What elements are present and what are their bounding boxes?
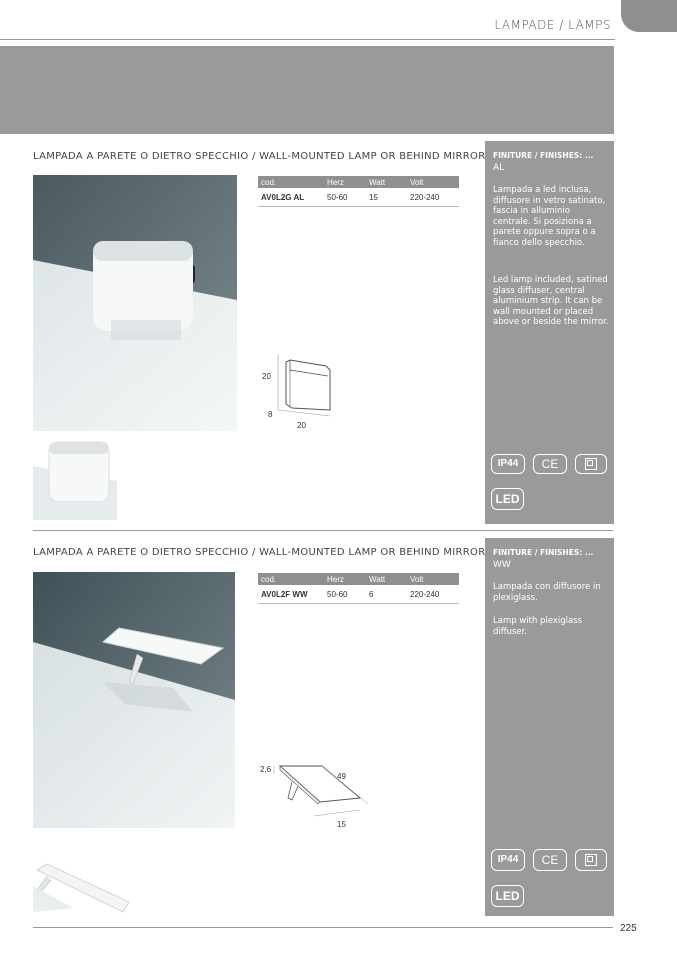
ip44-badge: IP44	[491, 849, 525, 871]
finishes-panel	[485, 538, 614, 916]
col-herz: Herz	[327, 177, 344, 187]
dim-length: 49	[337, 772, 346, 781]
cell-code: AV0L2F WW	[261, 589, 308, 599]
finish-code: WW	[493, 560, 511, 570]
section-separator	[33, 530, 613, 531]
spec-table	[258, 176, 459, 207]
gray-banner	[0, 46, 614, 134]
led-badge: LED	[491, 885, 524, 907]
description-en: Lamp with plexiglass diffuser.	[493, 616, 583, 637]
cell-watt: 6	[369, 589, 374, 599]
col-watt: Watt	[369, 177, 386, 187]
dim-thickness: 2,6	[260, 765, 272, 774]
col-herz: Herz	[327, 574, 344, 584]
ce-badge: CE	[533, 849, 567, 871]
table-row	[258, 585, 459, 604]
col-volt: Volt	[410, 177, 424, 187]
col-watt: Watt	[369, 574, 386, 584]
product-title: LAMPADA A PARETE O DIETRO SPECCHIO / WALL-MOUNTED LAMP OR BEHIND MIRROR	[33, 547, 486, 558]
cell-code: AV0L2G AL	[261, 192, 305, 202]
finishes-label: FINITURE / FINISHES: ...	[493, 151, 594, 160]
product-photo	[33, 175, 237, 431]
finishes-panel	[485, 141, 614, 524]
table-header	[258, 573, 459, 585]
dim-height: 20	[262, 372, 271, 381]
ip44-badge: IP44	[491, 454, 525, 474]
double-insulation-icon	[575, 454, 607, 474]
description-it: Lampada con diffusore in plexiglass.	[493, 582, 601, 603]
dim-depth: 8	[268, 410, 273, 419]
table-header	[258, 176, 459, 188]
finishes-label: FINITURE / FINISHES: ...	[493, 548, 594, 557]
cell-watt: 15	[369, 192, 378, 202]
col-cod: cod.	[261, 574, 277, 584]
cell-volt: 220-240	[410, 192, 440, 202]
page-number: 225	[620, 923, 637, 934]
table-row	[258, 188, 459, 207]
product-title: LAMPADA A PARETE O DIETRO SPECCHIO / WALL-MOUNTED LAMP OR BEHIND MIRROR	[33, 151, 486, 162]
dimension-drawing	[270, 350, 350, 430]
finish-code: AL	[493, 163, 505, 173]
product-photo	[33, 572, 235, 828]
dimension-drawing	[262, 758, 382, 828]
description-en: Led lamp included, satined glass diffuser, central aluminium strip. It can be wall mounted or placed above or beside the mirror.	[493, 275, 609, 327]
led-badge: LED	[491, 488, 524, 510]
double-insulation-icon	[575, 849, 607, 871]
footer-rule	[33, 927, 613, 928]
header-rule	[0, 39, 615, 40]
dim-width: 20	[297, 421, 306, 430]
section-title: LAMPADE / LAMPS	[494, 18, 611, 32]
dim-depth: 15	[337, 820, 346, 829]
ce-badge: CE	[533, 454, 567, 474]
col-cod: cod.	[261, 177, 277, 187]
cell-herz: 50-60	[327, 589, 348, 599]
description-it: Lampada a led inclusa, diffusore in vetro satinato, fascia in alluminio centrale. Si posiziona a parete oppure sopra o a fianco dello specchio.	[493, 185, 606, 248]
product-thumbnail	[33, 436, 117, 520]
col-volt: Volt	[410, 574, 424, 584]
product-thumbnail	[33, 850, 133, 916]
cell-herz: 50-60	[327, 192, 348, 202]
cell-volt: 220-240	[410, 589, 440, 599]
header-tab	[621, 0, 677, 32]
spec-table	[258, 573, 459, 604]
